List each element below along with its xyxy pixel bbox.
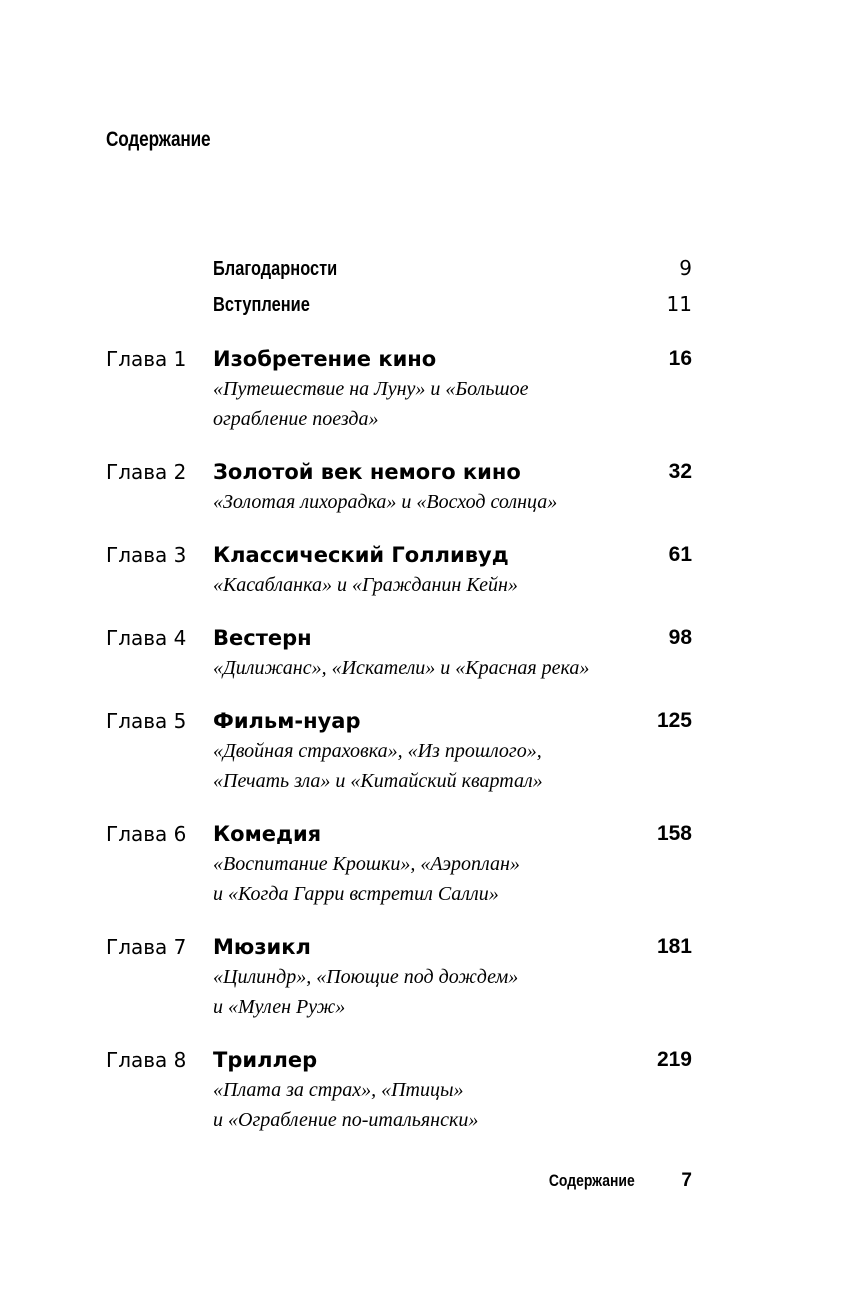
page-number: 7 <box>681 1170 692 1191</box>
chapter-subtitle: «Путешествие на Луну» и «Большое ограбление поезда» <box>213 378 529 430</box>
chapter-subtitle: «Двойная страховка», «Из прошлого», «Печать зла» и «Китайский квартал» <box>213 740 543 792</box>
chapter-page-number: 181 <box>656 935 692 958</box>
chapter-subtitle: «Золотая лихорадка» и «Восход солнца» <box>213 491 558 513</box>
chapter-title: Триллер <box>213 1048 318 1072</box>
chapter-label: Глава 8 <box>106 1048 187 1072</box>
toc-entry-introduction[interactable] <box>106 292 692 328</box>
toc-entry-title: Вступление <box>213 294 310 316</box>
chapter-label: Глава 4 <box>106 626 187 650</box>
chapter-label: Глава 2 <box>106 460 187 484</box>
chapter-title: Комедия <box>213 822 322 846</box>
chapter-label: Глава 6 <box>106 822 187 846</box>
toc-entry-page: 9 <box>679 256 692 280</box>
toc-chapter-5[interactable] <box>106 706 692 796</box>
chapter-title: Классический Голливуд <box>213 543 509 567</box>
page-title: Содержание <box>106 128 211 151</box>
chapter-body <box>213 1045 622 1135</box>
chapter-subtitle: «Касабланка» и «Гражданин Кейн» <box>213 574 518 596</box>
chapter-body <box>213 540 622 600</box>
chapter-page-number: 32 <box>668 460 692 483</box>
chapter-page-number: 98 <box>668 626 692 649</box>
chapter-page-number: 16 <box>668 347 692 370</box>
chapter-subtitle: «Воспитание Крошки», «Аэроплан» и «Когда Гарри встретил Салли» <box>213 853 520 905</box>
chapter-page-number: 125 <box>656 709 692 732</box>
chapter-body <box>213 623 622 683</box>
toc-chapter-8[interactable] <box>106 1045 692 1135</box>
chapter-subtitle: «Цилиндр», «Поющие под дождем» и «Мулен Руж» <box>213 966 519 1018</box>
chapter-page-number: 158 <box>656 822 692 845</box>
chapter-label: Глава 3 <box>106 543 187 567</box>
chapter-page-number: 61 <box>668 543 692 566</box>
toc-entry-page: 11 <box>666 292 692 316</box>
chapter-title: Вестерн <box>213 626 312 650</box>
toc-chapter-6[interactable] <box>106 819 692 909</box>
chapter-label: Глава 5 <box>106 709 187 733</box>
toc-chapter-1[interactable] <box>106 344 692 434</box>
chapter-subtitle: «Плата за страх», «Птицы» и «Ограбление по-итальянски» <box>213 1079 479 1131</box>
table-of-contents <box>106 256 692 1135</box>
chapter-body <box>213 457 622 517</box>
chapter-title: Изобретение кино <box>213 347 437 371</box>
chapter-subtitle: «Дилижанс», «Искатели» и «Красная река» <box>213 657 590 679</box>
running-footer <box>500 1170 692 1192</box>
toc-entry-title: Благодарности <box>213 258 338 280</box>
chapter-title: Фильм-нуар <box>213 709 361 733</box>
chapter-label: Глава 1 <box>106 347 187 371</box>
chapter-body <box>213 819 622 909</box>
chapter-body <box>213 932 622 1022</box>
chapter-title: Золотой век немого кино <box>213 460 521 484</box>
toc-chapter-2[interactable] <box>106 457 692 517</box>
toc-entry-acknowledgements[interactable] <box>106 256 692 292</box>
toc-chapter-3[interactable] <box>106 540 692 600</box>
chapter-label: Глава 7 <box>106 935 187 959</box>
running-footer-title: Содержание <box>548 1171 635 1190</box>
chapter-page-number: 219 <box>656 1048 692 1071</box>
chapter-body <box>213 344 622 434</box>
toc-chapter-7[interactable] <box>106 932 692 1022</box>
chapter-body <box>213 706 622 796</box>
chapter-title: Мюзикл <box>213 935 311 959</box>
toc-chapter-4[interactable] <box>106 623 692 683</box>
